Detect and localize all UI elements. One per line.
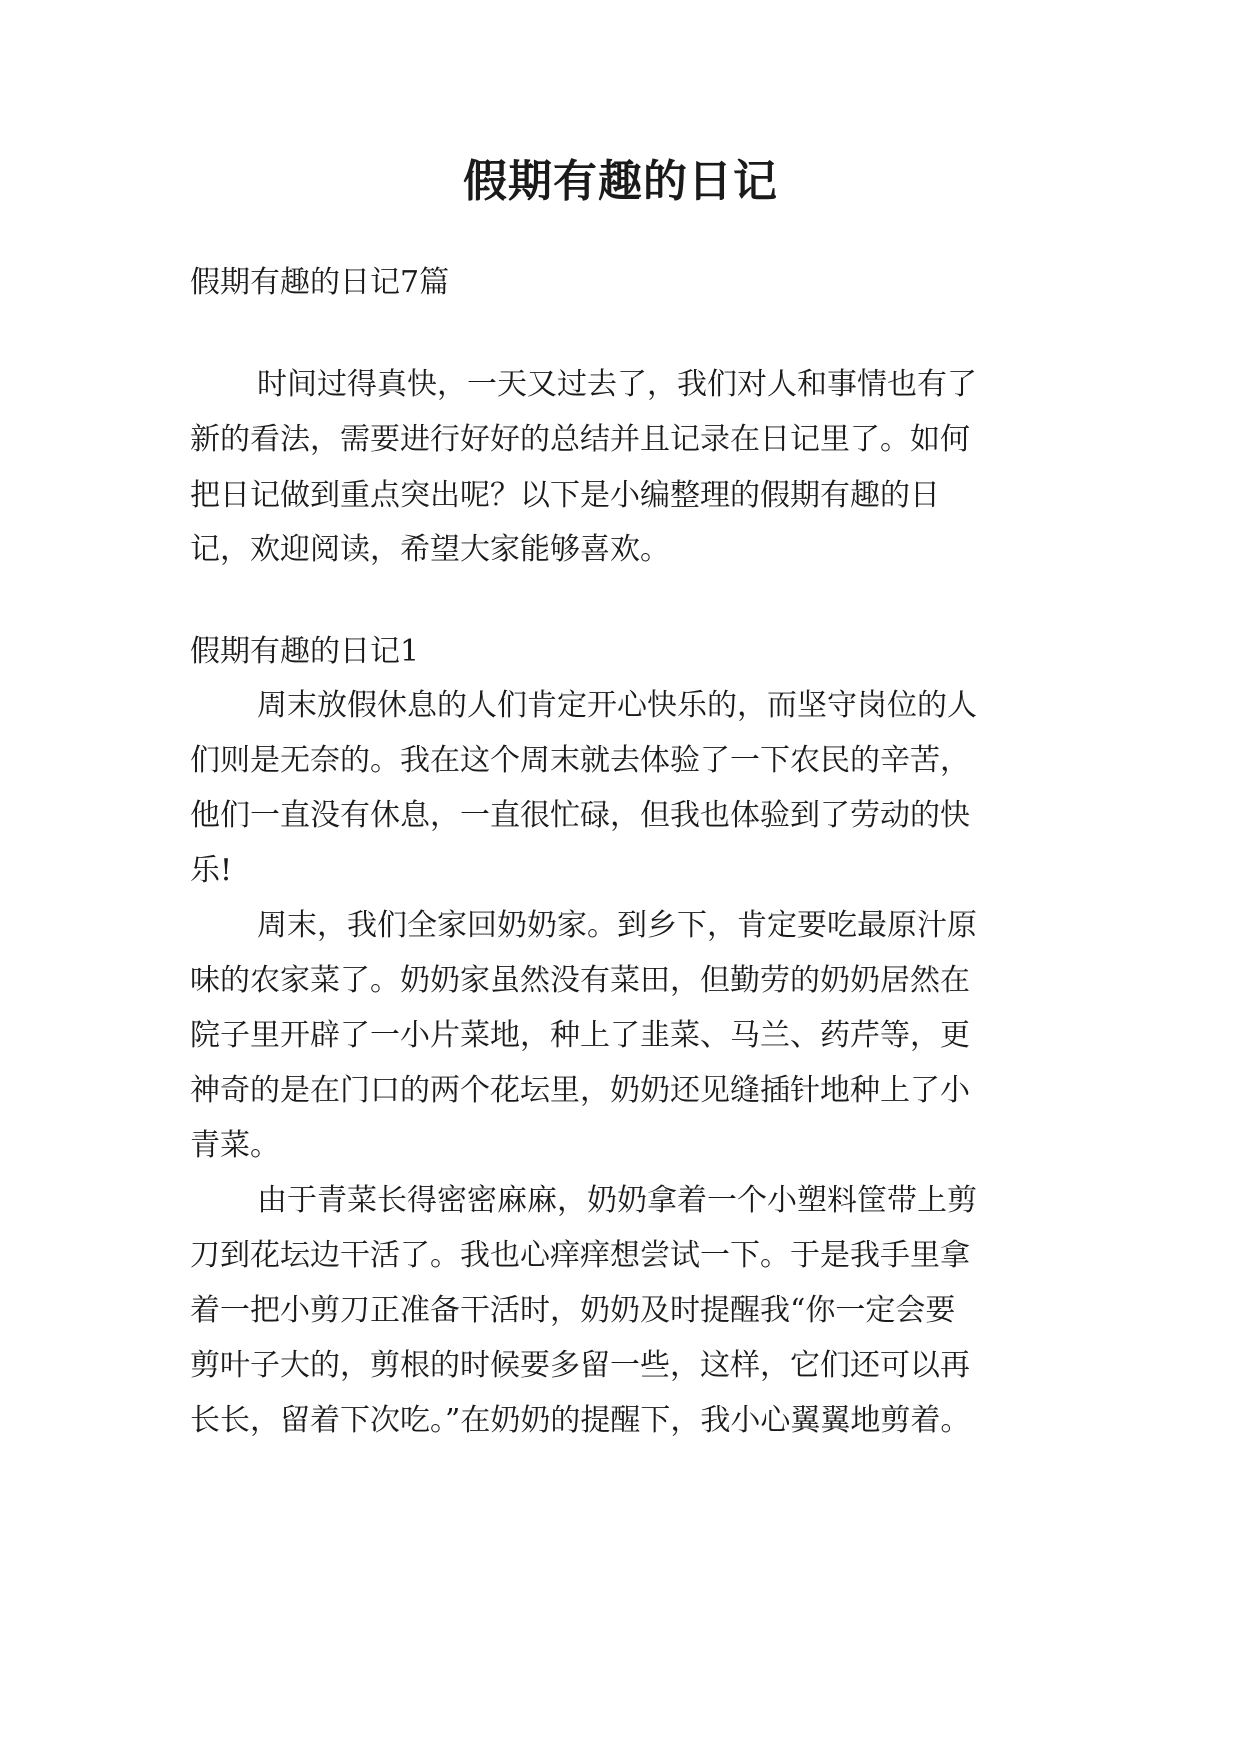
paragraph-line: 他们一直没有休息，一直很忙碌，但我也体验到了劳动的快	[190, 798, 970, 833]
paragraph-line: 院子里开辟了一小片菜地，种上了韭菜、马兰、药芹等，更	[190, 1018, 970, 1053]
paragraph-line: 剪叶子大的，剪根的时候要多留一些，这样，它们还可以再	[190, 1348, 970, 1383]
paragraph-line: 由于青菜长得密密麻麻，奶奶拿着一个小塑料筐带上剪	[257, 1183, 977, 1218]
paragraph-line: 周末，我们全家回奶奶家。到乡下，肯定要吃最原汁原	[257, 908, 977, 943]
intro-line: 新的看法，需要进行好好的总结并且记录在日记里了。如何	[190, 422, 970, 457]
document-title: 假期有趣的日记	[463, 156, 778, 207]
paragraph-line: 刀到花坛边干活了。我也心痒痒想尝试一下。于是我手里拿	[190, 1238, 970, 1273]
section-heading: 假期有趣的日记1	[190, 634, 420, 669]
intro-line: 把日记做到重点突出呢？以下是小编整理的假期有趣的日	[190, 478, 940, 513]
paragraph-line: 长长，留着下次吃。”在奶奶的提醒下，我小心翼翼地剪着。	[190, 1403, 971, 1438]
paragraph-line: 周末放假休息的人们肯定开心快乐的，而坚守岗位的人	[257, 688, 977, 723]
intro-line: 记，欢迎阅读，希望大家能够喜欢。	[190, 532, 670, 567]
paragraph-line: 神奇的是在门口的两个花坛里，奶奶还见缝插针地种上了小	[190, 1073, 970, 1108]
paragraph-line: 味的农家菜了。奶奶家虽然没有菜田，但勤劳的奶奶居然在	[190, 963, 970, 998]
paragraph-line: 着一把小剪刀正准备干活时，奶奶及时提醒我“你一定会要	[190, 1293, 956, 1328]
paragraph-line: 们则是无奈的。我在这个周末就去体验了一下农民的辛苦，	[190, 743, 970, 778]
paragraph-line: 青菜。	[190, 1128, 280, 1163]
intro-line: 时间过得真快，一天又过去了，我们对人和事情也有了	[257, 367, 977, 402]
paragraph-line: 乐!	[190, 853, 233, 888]
document-subtitle: 假期有趣的日记7篇	[190, 265, 450, 300]
